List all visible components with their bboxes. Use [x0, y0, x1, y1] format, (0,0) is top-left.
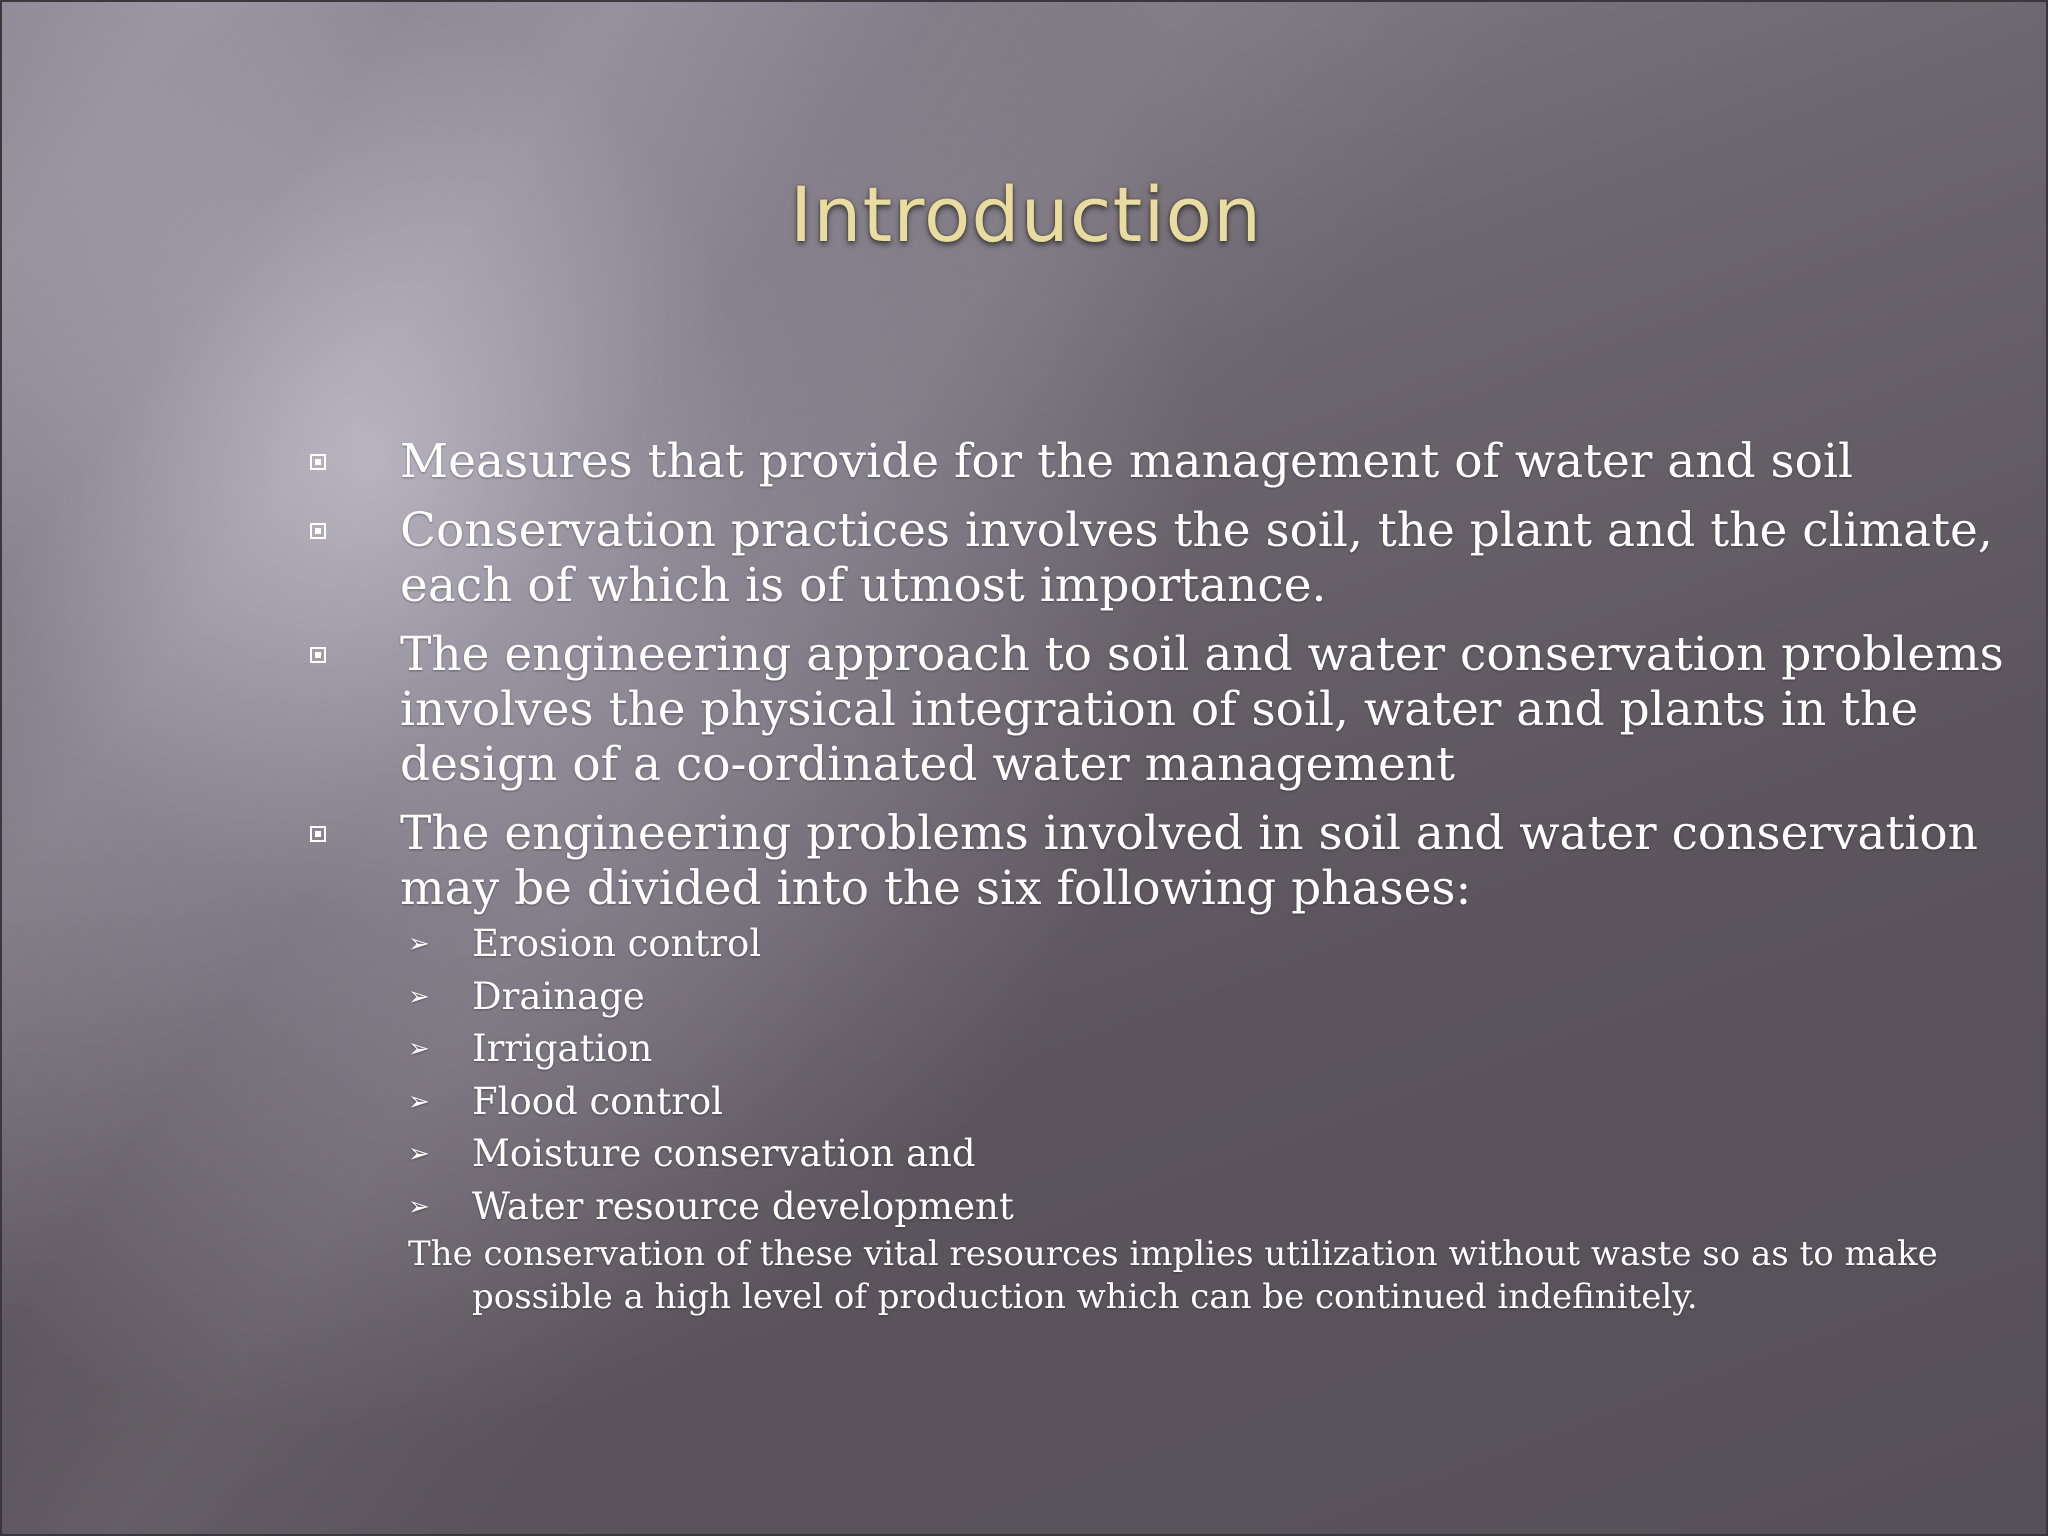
- arrowhead-bullet-icon: ➢: [408, 1191, 430, 1222]
- arrowhead-bullet-icon: ➢: [408, 1034, 430, 1064]
- square-bullet-icon: [310, 523, 326, 539]
- phase-text: Irrigation: [472, 1027, 653, 1070]
- closing-paragraph: [302, 1233, 2022, 1319]
- phase-item: [302, 1023, 2022, 1076]
- bullet-text: The engineering problems involved in soil and water conservation may be divided into the six following phases:: [400, 806, 1978, 916]
- phase-text: Moisture conservation and: [472, 1132, 976, 1175]
- square-bullet-icon: [310, 826, 326, 842]
- phase-item: [302, 1181, 2022, 1234]
- square-bullet-icon: [310, 454, 326, 470]
- bullet-text: The engineering approach to soil and water conservation problems involves the physical integration of soil, water and plants in the design of a co-ordinated water management: [400, 627, 2004, 792]
- bullet-item: [302, 627, 2022, 792]
- bullet-item: [302, 806, 2022, 916]
- phase-list: [302, 918, 2022, 1233]
- arrowhead-bullet-icon: ➢: [408, 929, 430, 959]
- closing-line-2: possible a high level of production which can be continued indefinitely.: [472, 1277, 1698, 1317]
- phase-item: [302, 918, 2022, 971]
- phase-text: Water resource development: [472, 1184, 1014, 1228]
- phase-text: Erosion control: [472, 922, 762, 965]
- arrowhead-bullet-icon: ➢: [408, 1086, 430, 1117]
- phase-text: Flood control: [472, 1079, 723, 1123]
- phase-item: [302, 1128, 2022, 1181]
- bullet-item: [302, 503, 2022, 613]
- phase-text: Drainage: [472, 974, 645, 1018]
- slide-body: [302, 434, 2022, 1319]
- closing-line-1: The conservation of these vital resources implies utilization without waste so as to make: [408, 1234, 1938, 1274]
- bullet-list: [302, 434, 2022, 916]
- arrowhead-bullet-icon: ➢: [408, 1139, 430, 1169]
- square-bullet-icon: [310, 647, 326, 663]
- bullet-text: Conservation practices involves the soil, the plant and the climate, each of which is of utmost importance.: [400, 503, 1993, 613]
- phase-item: [302, 1076, 2022, 1129]
- arrowhead-bullet-icon: ➢: [408, 981, 430, 1012]
- slide-title: Introduction: [789, 170, 1263, 259]
- phase-item: [302, 971, 2022, 1024]
- bullet-text: Measures that provide for the management of water and soil: [400, 434, 1854, 489]
- bullet-item: [302, 434, 2022, 489]
